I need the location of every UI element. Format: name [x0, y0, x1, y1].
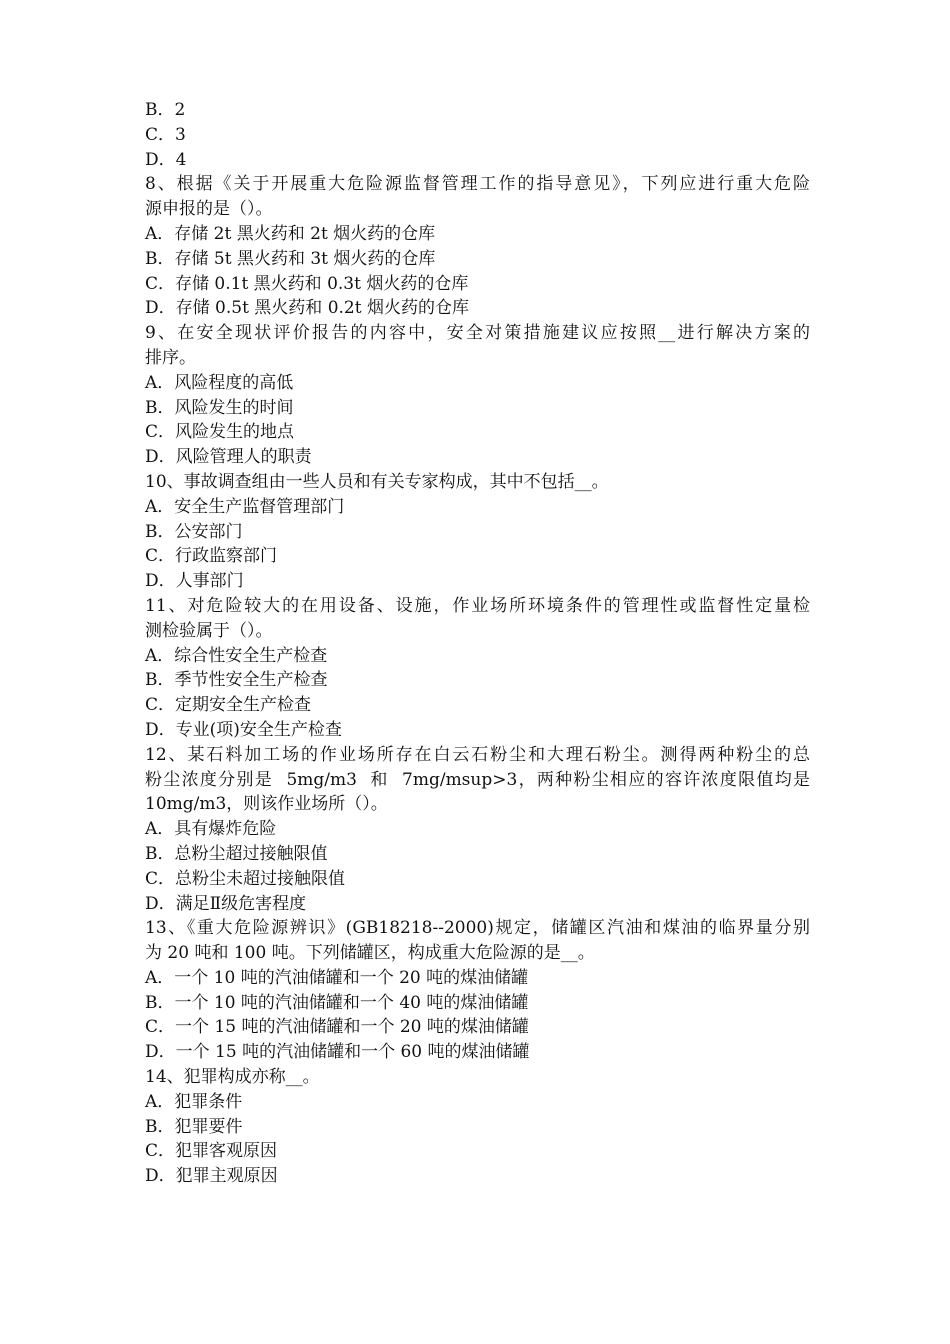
text-line: D．人事部门 [145, 571, 244, 592]
text-line: 测检验属于（）。 [145, 620, 273, 641]
text-line: B．存储 5t 黑火药和 3t 烟火药的仓库 [145, 248, 436, 269]
document-page [145, 98, 810, 1189]
text-line: D．专业(项)安全生产检查 [145, 719, 342, 740]
text-line: 源申报的是（）。 [145, 199, 273, 220]
text-line: D．一个 15 吨的汽油储罐和一个 60 吨的煤油储罐 [145, 1042, 530, 1063]
text-line: A．具有爆炸危险 [145, 819, 277, 840]
text-line: 12、某石料加工场的作业场所存在白云石粉尘和大理石粉尘。测得两种粉尘的总 [145, 744, 810, 765]
text-line: D．满足Ⅱ级危害程度 [145, 893, 307, 914]
text-line: 10mg/m3，则该作业场所（）。 [145, 794, 388, 815]
text-line: 11、对危险较大的在用设备、设施，作业场所环境条件的管理性或监督性定量检 [145, 595, 810, 616]
text-line: B．一个 10 吨的汽油储罐和一个 40 吨的煤油储罐 [145, 992, 529, 1013]
text-line: A．安全生产监督管理部门 [145, 496, 345, 517]
text-line: D．4 [145, 149, 187, 170]
text-line: 14、犯罪构成亦称__。 [145, 1067, 320, 1088]
text-line: 粉尘浓度分别是 5mg/m3 和 7mg/msup>3，两种粉尘相应的容许浓度限值均是 [145, 769, 810, 790]
text-line: 9、在安全现状评价报告的内容中，安全对策措施建议应按照__进行解决方案的 [145, 323, 810, 344]
text-line: 10、事故调查组由一些人员和有关专家构成，其中不包括__。 [145, 471, 609, 492]
text-line: A．风险程度的高低 [145, 372, 294, 393]
text-line: C．3 [145, 124, 186, 145]
text-line: A．犯罪条件 [145, 1091, 243, 1112]
text-line: D．风险管理人的职责 [145, 447, 312, 468]
text-line: A．存储 2t 黑火药和 2t 烟火药的仓库 [145, 223, 436, 244]
text-line: D．犯罪主观原因 [145, 1166, 278, 1187]
text-line: B．总粉尘超过接触限值 [145, 843, 328, 864]
text-line: C．风险发生的地点 [145, 422, 295, 443]
text-line: D．存储 0.5t 黑火药和 0.2t 烟火药的仓库 [145, 298, 469, 319]
text-line: C．定期安全生产检查 [145, 695, 312, 716]
text-line: C．一个 15 吨的汽油储罐和一个 20 吨的煤油储罐 [145, 1017, 529, 1038]
text-line: C．存储 0.1t 黑火药和 0.3t 烟火药的仓库 [145, 273, 469, 294]
text-line: 排序。 [145, 347, 196, 368]
text-line: B．风险发生的时间 [145, 397, 294, 418]
text-line: B．2 [145, 100, 186, 120]
text-line: C．犯罪客观原因 [145, 1141, 278, 1162]
text-line: 8、根据《关于开展重大危险源监督管理工作的指导意见》，下列应进行重大危险 [145, 174, 810, 195]
text-line: B．公安部门 [145, 521, 243, 542]
text-line: 为 20 吨和 100 吨。下列储罐区，构成重大危险源的是__。 [145, 943, 595, 964]
text-line: C．总粉尘未超过接触限值 [145, 868, 346, 889]
text-line: B．犯罪要件 [145, 1116, 243, 1137]
text-line: B．季节性安全生产检查 [145, 670, 328, 691]
text-line: A．综合性安全生产检查 [145, 645, 328, 666]
text-line: 13、《重大危险源辨识》(GB18218--2000)规定，储罐区汽油和煤油的临界量分别 [145, 918, 810, 939]
text-line: C．行政监察部门 [145, 546, 278, 567]
text-line: A．一个 10 吨的汽油储罐和一个 20 吨的煤油储罐 [145, 967, 529, 988]
